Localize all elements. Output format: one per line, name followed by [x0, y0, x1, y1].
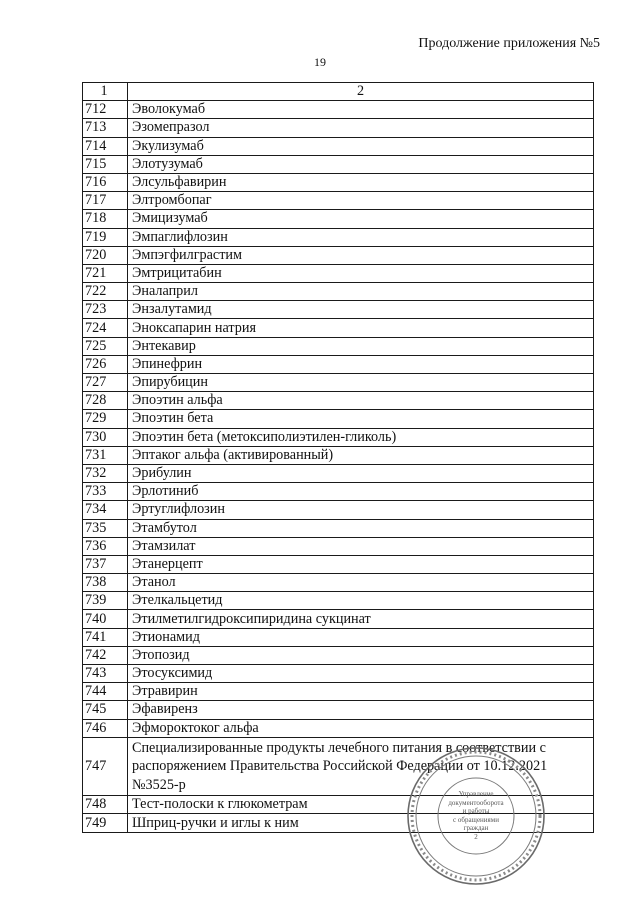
row-name: Эрибулин	[128, 464, 594, 482]
row-number: 744	[83, 683, 128, 701]
table-header-row	[83, 83, 594, 101]
row-name: Эптаког альфа (активированный)	[128, 446, 594, 464]
row-name: Эфавиренз	[128, 701, 594, 719]
row-number: 718	[83, 210, 128, 228]
row-name: Этелкальцетид	[128, 592, 594, 610]
row-name: Элотузумаб	[128, 155, 594, 173]
row-number: 719	[83, 228, 128, 246]
page-number: 19	[314, 55, 326, 69]
row-name: Экулизумаб	[128, 137, 594, 155]
table-row	[83, 264, 594, 282]
row-name: Этанерцепт	[128, 555, 594, 573]
table-row	[83, 483, 594, 501]
row-number: 727	[83, 374, 128, 392]
row-number: 745	[83, 701, 128, 719]
row-name: Эзомепразол	[128, 119, 594, 137]
table-row	[83, 628, 594, 646]
row-name: Эпоэтин бета	[128, 410, 594, 428]
row-name: Эмпэгфилграстим	[128, 246, 594, 264]
row-number: 714	[83, 137, 128, 155]
row-number: 713	[83, 119, 128, 137]
table-row	[83, 683, 594, 701]
table-row	[83, 446, 594, 464]
row-name: Эноксапарин натрия	[128, 319, 594, 337]
table-row	[83, 501, 594, 519]
row-name: Эпинефрин	[128, 355, 594, 373]
row-number: 724	[83, 319, 128, 337]
table-row	[83, 192, 594, 210]
column-header-number: 1	[83, 83, 128, 101]
row-name: Элтромбопаг	[128, 192, 594, 210]
row-number: 735	[83, 519, 128, 537]
row-number: 731	[83, 446, 128, 464]
table-row	[83, 592, 594, 610]
row-number: 738	[83, 574, 128, 592]
row-name: Этионамид	[128, 628, 594, 646]
row-number: 743	[83, 665, 128, 683]
row-number: 733	[83, 483, 128, 501]
table-row	[83, 701, 594, 719]
row-number: 715	[83, 155, 128, 173]
row-name: Эналаприл	[128, 283, 594, 301]
row-number: 737	[83, 555, 128, 573]
table-row	[83, 283, 594, 301]
row-number: 746	[83, 719, 128, 737]
table-row	[83, 574, 594, 592]
row-name: Эртуглифлозин	[128, 501, 594, 519]
row-number: 740	[83, 610, 128, 628]
row-name: Эмтрицитабин	[128, 264, 594, 282]
table-row	[83, 301, 594, 319]
official-stamp	[405, 745, 547, 887]
table-row	[83, 119, 594, 137]
row-name: Шприц-ручки и иглы к ним	[128, 814, 594, 832]
row-number: 739	[83, 592, 128, 610]
row-name: Эволокумаб	[128, 101, 594, 119]
table-row	[83, 155, 594, 173]
table-row	[83, 173, 594, 191]
table-row	[83, 374, 594, 392]
table-row	[83, 228, 594, 246]
row-number: 748	[83, 796, 128, 814]
row-name: Этосуксимид	[128, 665, 594, 683]
table-row	[83, 555, 594, 573]
table-row	[83, 519, 594, 537]
continuation-note: Продолжение приложения №5	[418, 36, 600, 51]
row-name: Эпирубицин	[128, 374, 594, 392]
row-number: 725	[83, 337, 128, 355]
row-name: Этопозид	[128, 646, 594, 664]
row-number: 736	[83, 537, 128, 555]
row-number: 749	[83, 814, 128, 832]
row-name: Эрлотиниб	[128, 483, 594, 501]
table-row	[83, 319, 594, 337]
row-name: Энтекавир	[128, 337, 594, 355]
column-header-name: 2	[128, 83, 594, 101]
table-row	[83, 665, 594, 683]
row-name: Этилметилгидроксипиридина сукцинат	[128, 610, 594, 628]
table-row	[83, 410, 594, 428]
row-number: 729	[83, 410, 128, 428]
row-name: Эмицизумаб	[128, 210, 594, 228]
row-name: Тест-полоски к глюкометрам	[128, 796, 594, 814]
table-row	[83, 646, 594, 664]
row-number: 734	[83, 501, 128, 519]
row-number: 726	[83, 355, 128, 373]
row-name: Этанол	[128, 574, 594, 592]
table-row	[83, 610, 594, 628]
table-row	[83, 428, 594, 446]
row-name: Энзалутамид	[128, 301, 594, 319]
row-number: 720	[83, 246, 128, 264]
row-name: Этамбутол	[128, 519, 594, 537]
row-number: 742	[83, 646, 128, 664]
table-row	[83, 210, 594, 228]
table-row	[83, 101, 594, 119]
row-name: Эмпаглифлозин	[128, 228, 594, 246]
row-number: 732	[83, 464, 128, 482]
row-number: 741	[83, 628, 128, 646]
table-row	[83, 719, 594, 737]
row-number: 712	[83, 101, 128, 119]
table-row	[83, 537, 594, 555]
table-row	[83, 392, 594, 410]
table-row	[83, 137, 594, 155]
row-number: 716	[83, 173, 128, 191]
table-row	[83, 246, 594, 264]
row-name: Специализированные продукты лечебного питания в соответствии с распоряжением Правительства Российской Федерации от 10.12.2021 №3525-р	[128, 737, 594, 796]
table-row	[83, 355, 594, 373]
row-name: Эпоэтин альфа	[128, 392, 594, 410]
row-number: 728	[83, 392, 128, 410]
row-number: 721	[83, 264, 128, 282]
row-name: Этравирин	[128, 683, 594, 701]
row-name: Элсульфавирин	[128, 173, 594, 191]
row-number: 723	[83, 301, 128, 319]
row-name: Эфмороктоког альфа	[128, 719, 594, 737]
drug-list-table	[82, 82, 594, 833]
row-number: 717	[83, 192, 128, 210]
table-row	[83, 464, 594, 482]
stamp-center-text: Управление документооборота и работы с обращениями граждан 2	[448, 790, 504, 841]
row-number: 730	[83, 428, 128, 446]
row-name: Этамзилат	[128, 537, 594, 555]
row-number: 722	[83, 283, 128, 301]
table-row	[83, 337, 594, 355]
row-number: 747	[83, 737, 128, 796]
row-name: Эпоэтин бета (метоксиполиэтилен-гликоль)	[128, 428, 594, 446]
